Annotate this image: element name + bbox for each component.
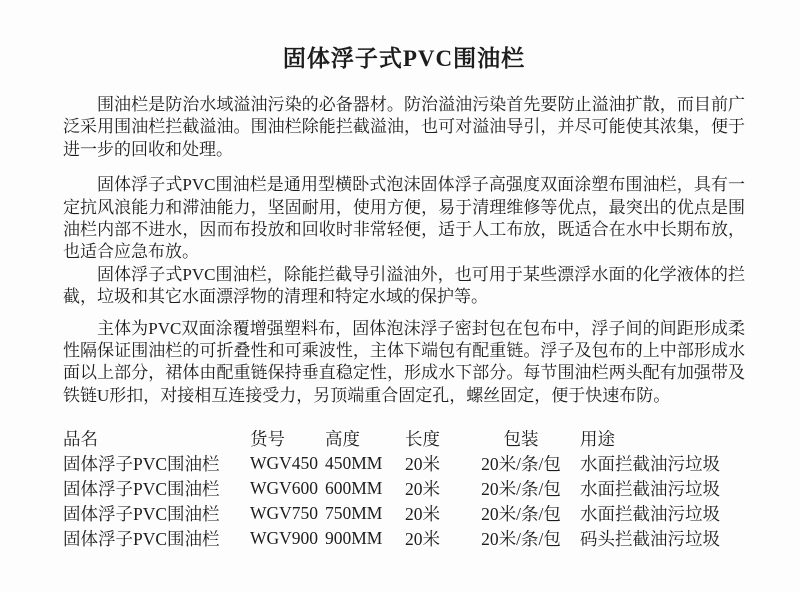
cell-usage: 水面拦截油污垃圾 [580,479,720,500]
table-row [63,476,745,501]
cell-length: 20米 [405,454,440,475]
cell-length: 20米 [405,479,440,500]
cell-item-number: WGV750 [250,503,319,524]
cell-height: 750MM [325,503,383,524]
column-header-usage: 用途 [580,429,615,450]
paragraph-construction: 主体为PVC双面涂覆增强塑料布，固体泡沫浮子密封包在包布中，浮子间的间距形成柔性隔保证围油栏的可折叠性和可乘波性，主体下端包有配重链。浮子及包布的上中部形成水面以上部分，裙体由配重链保持垂直稳定性，形成水下部分。每节围油栏两头配有加强带及铁链U形扣，对接相互连接受力，另顶端重合固定孔，螺丝固定，便于快速布防。 [63,318,745,405]
table-row [63,501,745,526]
column-header-item-number: 货号 [250,429,285,450]
cell-length: 20米 [405,529,440,550]
cell-usage: 水面拦截油污垃圾 [580,504,720,525]
cell-product-name: 固体浮子PVC围油栏 [63,479,220,500]
column-header-height: 高度 [325,429,360,450]
cell-item-number: WGV600 [250,478,319,499]
table-row [63,451,745,476]
cell-height: 600MM [325,478,383,499]
cell-packing: 20米/条/包 [481,454,561,475]
cell-item-number: WGV450 [250,453,319,474]
paragraph-features: 固体浮子式PVC围油栏是通用型横卧式泡沫固体浮子高强度双面涂塑布围油栏，具有一定抗风浪能力和滞油能力，坚固耐用，使用方便，易于清理维修等优点，最突出的优点是围油栏内部不进水，因而布投放和回收时非常轻便，适于人工布放，既适合在水中长期布放，也适合应急布放。 [63,175,745,262]
column-header-packing: 包装 [503,429,539,450]
column-header-product-name: 品名 [63,429,98,450]
spec-table [63,426,745,551]
document-title: 固体浮子式PVC围油栏 [282,46,526,71]
cell-product-name: 固体浮子PVC围油栏 [63,454,220,475]
cell-packing: 20米/条/包 [481,504,561,525]
paragraph-applications: 固体浮子式PVC围油栏，除能拦截导引溢油外，也可用于某些漂浮水面的化学液体的拦截，垃圾和其它水面漂浮物的清理和特定水域的保护等。 [63,264,745,307]
spec-table-body [63,451,745,551]
cell-product-name: 固体浮子PVC围油栏 [63,529,220,550]
cell-packing: 20米/条/包 [481,479,561,500]
cell-item-number: WGV900 [250,528,319,549]
cell-usage: 码头拦截油污垃圾 [580,529,720,550]
cell-usage: 水面拦截油污垃圾 [580,454,720,475]
cell-packing: 20米/条/包 [481,529,561,550]
cell-height: 900MM [325,528,383,549]
cell-product-name: 固体浮子PVC围油栏 [63,504,220,525]
table-row [63,526,745,551]
spec-table-header-row [63,426,745,451]
paragraph-intro: 围油栏是防治水域溢油污染的必备器材。防治溢油污染首先要防止溢油扩散，而目前广泛采用围油栏拦截溢油。围油栏除能拦截溢油，也可对溢油导引，并尽可能使其浓集，便于进一步的回收和处理。 [63,95,745,159]
column-header-length: 长度 [405,429,440,450]
cell-height: 450MM [325,453,383,474]
cell-length: 20米 [405,504,440,525]
